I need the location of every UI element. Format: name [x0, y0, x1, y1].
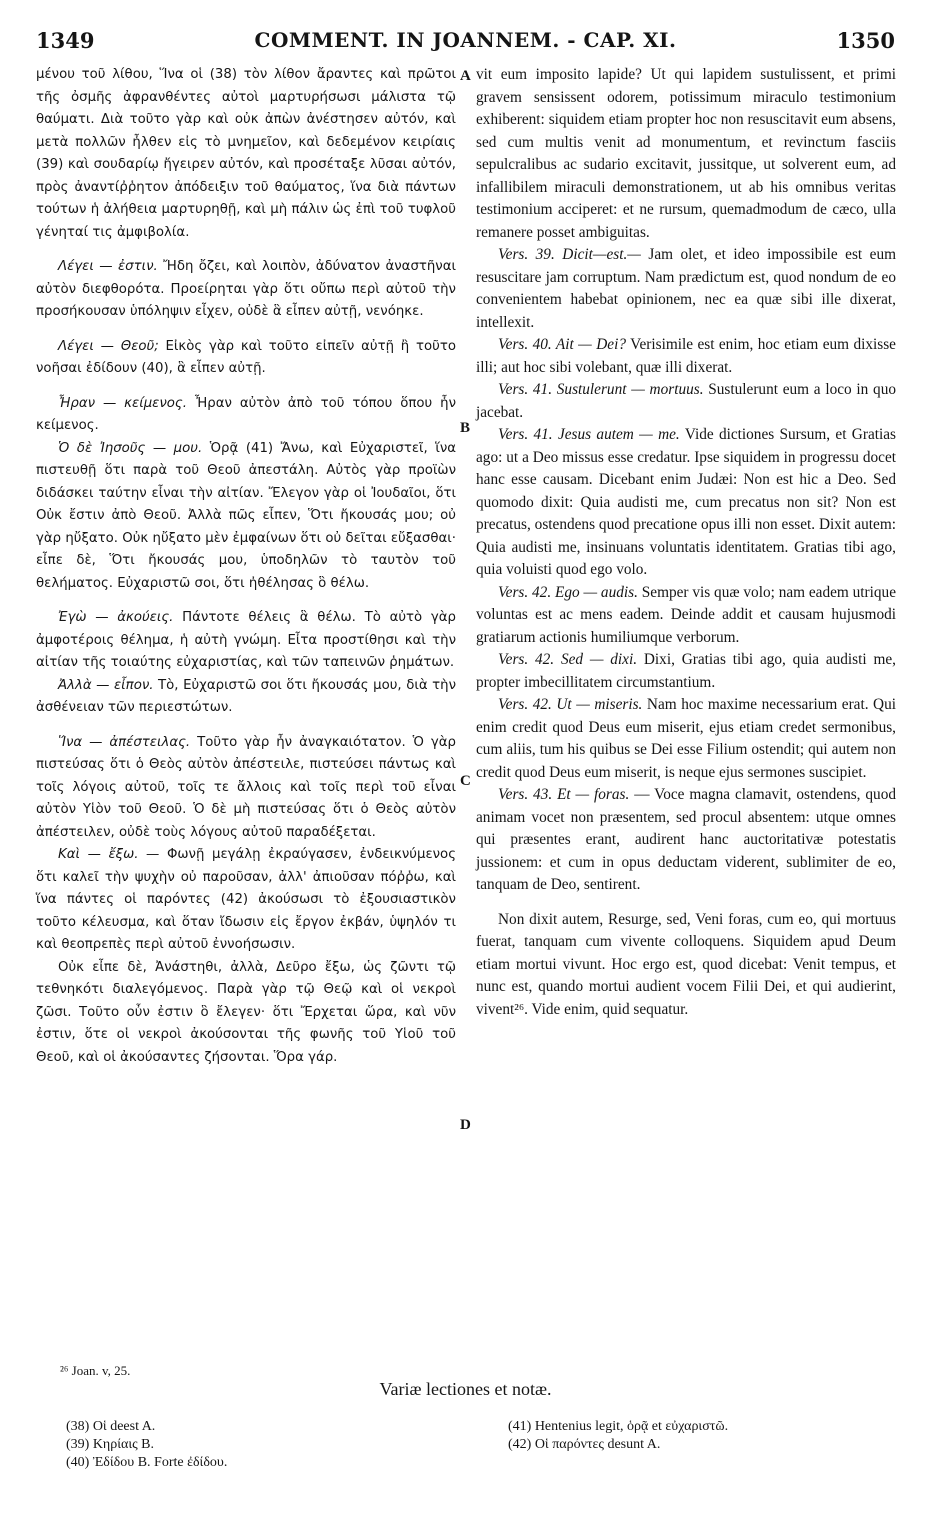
margin-marker-c: C [460, 773, 471, 789]
running-title: COMMENT. IN JOANNEM. - CAP. XI. [254, 28, 677, 52]
greek-paragraph-text: Τὸ, Εὐχαριστῶ σοι ὅτι ἤκουσάς μου, διὰ τὴν ἀσθένειαν τῶν περιεστώτων. [36, 677, 456, 715]
greek-lemma: Λέγει — ἐστιν. [58, 259, 158, 274]
latin-paragraph [476, 424, 896, 582]
latin-lemma: Vers. 39. Dicit—est.— [498, 246, 641, 263]
greek-lemma: Ἀλλὰ — εἶπον. [58, 677, 154, 693]
latin-paragraph [476, 694, 896, 784]
latin-paragraph-text: Non dixit autem, Resurge, sed, Veni foras, cum eo, qui mortuus fuerat, tanquam cum vivente colloquens. Siquidem apud Deum etiam mortui vivunt. Hoc ergo est, quod dicebat: Venit tempus, et nunc est, quando mortui audient vocem Filii Dei, et qui audierint, vivent²⁶. Vide enim, quid sequatur. [476, 910, 896, 1018]
latin-paragraph [476, 909, 896, 1022]
greek-text-column [36, 64, 456, 1069]
greek-paragraph-text: Εἰκὸς γὰρ καὶ τοῦτο εἰπεῖν αὐτῇ ἢ τοῦτο νοῆσαι ἐδίδουν (40), ἃ εἶπεν αὐτῇ. [36, 338, 456, 376]
latin-lemma: Vers. 42. Ut — miseris. [498, 696, 643, 713]
greek-paragraph-text: Τοῦτο γὰρ ἦν ἀναγκαιότατον. Ὁ γὰρ πιστεύσας ὅτι ὁ Θεὸς αὐτὸν ἀπέστειλε, πιστεύσει πάντως καὶ τοῖς λόγοις αὐτοῦ, τοῖς τε ἄλλοις καὶ τοῖς περὶ τοῦ εἶναι αὐτὸν Υἱὸν τοῦ Θεοῦ. Ὁ δὲ μὴ πιστεύσας ὅτι ὁ Θεὸς αὐτὸν ἀπέστειλεν, οὐδὲ τοὺς λόγους αὐτοῦ παραδέξεται. [36, 734, 456, 840]
margin-marker-a: A [460, 68, 471, 84]
latin-lemma: Vers. 42. Sed — dixi. [498, 651, 638, 668]
greek-paragraph [36, 957, 456, 1070]
greek-paragraph-text: — Φωνῇ μεγάλῃ ἐκραύγασεν, ἐνδεικνύμενος ὅτι καλεῖ τὴν ψυχὴν οὐ παροῦσαν, ἀλλ' ἀπιοῦσαν πόῤῥω, καὶ ἵνα πάντες οἱ παρόντες (42) ἀκούσωσι τὸ ἐξουσιαστικὸν τοῦτο κέλευσμα, καὶ ὅταν ἴδωσιν εἰς ἔργον ἐκβάν, ὑψηλόν τι καὶ θεοπρεπὲς περὶ αὐτοῦ ἐννοήσωσιν. [36, 847, 456, 952]
latin-paragraph-text: Nam hoc maxime necessarium erat. Qui enim credit quod Deus eum miserit, ejus etiam credet sermonibus, cum aliis, tum his quibus se Dei esse Filium ostendit; qui autem non credit quod Deus eum miserit, is neque ejus sermones suscipiet. [476, 696, 897, 781]
margin-marker-b: B [460, 420, 471, 436]
latin-paragraph-text: Verisimile est enim, hoc etiam eum dixisse illi; aut hoc sibi volebant, quæ illi dixerat. [476, 336, 896, 376]
latin-paragraph [476, 649, 896, 694]
latin-paragraph-text: Vide dictiones Sursum, et Gratias ago: ut a Deo missus esse credatur. Ipse siquidem in progressu docet hanc esse causam. Dicebant enim Judæi: Non est hic a Deo. Sed quomodo dixit: Quia audisti me, cum precatus non sit? Non est precatus, ostendens quod precatione opus illi non esset. Dixit autem: Quia audisti me, insinuans voluntatis identitatem. Gratias tibi ago, quia voluisti quod ego volo. [476, 426, 896, 578]
latin-paragraph [476, 582, 896, 650]
greek-lemma: Καὶ — ἔξω. [58, 847, 139, 862]
latin-lemma: Vers. 43. Et — foras. [498, 786, 630, 803]
latin-paragraph-text: vit eum imposito lapide? Ut qui lapidem sustulissent, et primi gravem sensissent odorem, potissimum miraculo testimonium exhiberent: siquidem etiam propter hoc non resuscitavit eum absens, sed cum multis venit ad monumentum, et revinctum fasciis sepulcralibus ac sudario excitavit, jussitque, ut solverent eum, ad infallibilem miraculi demonstrationem, ut ab his omnibus veritas testimonium acciperet: et ne rursum, quemadmodum de cæco, ulla remanere posset ambiguitas. [476, 66, 896, 241]
greek-paragraph [36, 393, 456, 438]
greek-paragraph-text: μένου τοῦ λίθου, Ἵνα οἱ (38) τὸν λίθον ἄραντες καὶ πρῶτοι τῆς ὀσμῆς ἀφρανθέντες αὐτοὶ μαρτυρήσωσι μάλιστα τῷ θαύματι. Διὰ τοῦτο γὰρ καὶ οὐκ ἀπὼν ἀνέστησεν αὐτόν, καὶ μετὰ πολλῶν ἦλθεν εἰς τὸ μνημεῖον, καὶ δεδεμένον κειρίαις (39) καὶ σουδαρίῳ ἤγειρεν αὐτόν, καὶ προσέταξε λῦσαι αὐτόν, πρὸς ἀναντίῤῥητον ἀπόδειξιν τοῦ θαύματος, ἵνα διὰ πάντων τούτων ἡ ἀλήθεια μαρτυρηθῇ, καὶ μὴ πάλιν ὡς ἐπὶ τοῦ τυφλοῦ γένηταί τις ἀμφιβολία. [36, 67, 456, 240]
greek-paragraph-text: Ὁρᾷ (41) Ἄνω, καὶ Εὐχαριστεῖ, ἵνα πιστευθῇ ὅτι παρὰ τοῦ Θεοῦ ἀπεστάλη. Αὐτὸς γὰρ προϊὼν διδάσκει ταύτην εἶναι τὴν αἰτίαν. Ἔλεγον γὰρ οἱ Ἰουδαῖοι, ὅτι Οὐκ ἔστιν ἀπὸ Θεοῦ. Ἀλλὰ πῶς εἶπεν, Ὅτι ἤκουσάς μου; οὐ γὰρ ηὔξατο. Οὐκ ηὔξατο μὲν ἐμφαίνων ὅτι οὐ δεῖται εὔξασθαι· εἶπε δὲ, Ὅτι ἤκουσάς μου, ὑποδηλῶν τὸ ταυτὸν τοῦ θελήματος. Εὐχαριστῶ σοι, ὅτι ἠθέλησας ὃ θέλω. [36, 440, 457, 591]
variant-note: (39) Κηρίαις B. [66, 1437, 154, 1452]
latin-lemma: Vers. 42. Ego — audis. [498, 583, 638, 601]
variant-note: (40) Ἐδίδου B. Forte ἐδίδου. [66, 1455, 228, 1470]
latin-paragraph [476, 334, 896, 379]
greek-paragraph-text: Οὐκ εἶπε δὲ, Ἀνάστηθι, ἀλλὰ, Δεῦρο ἔξω, ὡς ζῶντι τῷ τεθνηκότι διαλεγόμενος. Παρὰ γὰρ τῷ Θεῷ καὶ οἱ νεκροὶ ζῶσι. Τοῦτο οὖν ἐστιν ὃ ἔλεγεν· ὅτι Ἔρχεται ὥρα, καὶ νῦν ἐστιν, ὅτε οἱ νεκροὶ ἀκούσονται τῆς φωνῆς τοῦ Υἱοῦ τοῦ Θεοῦ, καὶ οἱ ἀκούσαντες ζήσονται. Ὅρα γάρ. [36, 959, 456, 1065]
greek-paragraph-text: Ἦραν αὐτὸν ἀπὸ τοῦ τόπου ὅπου ἦν κείμενος. [36, 395, 456, 433]
greek-lemma: Λέγει — Θεοῦ; [58, 338, 159, 354]
latin-paragraph-text: Jam olet, et ideo impossibile est eum resuscitare jam corruptum. Nam prædictum est, quod nondum de eo convenientem habebat opinionem, nec ea quæ sibi ille dixerat, intellexit. [476, 246, 897, 331]
variant-note: (41) Hentenius legit, ὁρᾷ et εὐχαριστῶ. [508, 1419, 729, 1434]
page-number-left: 1349 [36, 28, 95, 53]
latin-paragraph-text: — Voce magna clamavit, ostendens, quod animam vocet non præsentem, sed procul absentem: utque omnes qui præsentes erant, audirent hanc auctoritativæ potestatis jussionem: et cum in opus deductam viderent, sublimiter de eo, tanquam de Deo, sentirent. [476, 786, 896, 893]
variants-heading: Variæ lectiones et notæ. [379, 1379, 552, 1399]
latin-paragraph-text: Sustulerunt eum a loco in quo jacebat. [476, 381, 896, 421]
variant-note: (42) Οἱ παρόντες desunt A. [508, 1437, 661, 1452]
running-header [36, 28, 895, 62]
greek-lemma: Ἐγὼ — ἀκούεις. [58, 610, 174, 625]
latin-lemma: Vers. 40. Ait — Dei? [498, 336, 626, 353]
greek-lemma: Ἦραν — κείμενος. [58, 395, 187, 411]
latin-paragraph [476, 784, 896, 897]
greek-paragraph [36, 844, 456, 957]
latin-paragraph [476, 64, 896, 244]
margin-marker-d: D [460, 1117, 471, 1133]
greek-lemma: Ὁ δὲ Ἰησοῦς — μου. [58, 440, 203, 456]
latin-lemma: Vers. 41. Jesus autem — me. [498, 426, 680, 443]
greek-lemma: Ἵνα — ἀπέστειλας. [58, 734, 191, 750]
footnote: ²⁶ Joan. v, 25. [60, 1363, 131, 1378]
latin-paragraph-text: Semper vis quæ volo; nam eadem utrique voluntas est ac mens eadem. Deinde addit et causam hujusmodi gratiarum actionis humiliumque verborum. [476, 583, 896, 646]
greek-paragraph [36, 675, 456, 720]
greek-paragraph [36, 438, 456, 596]
variant-note: (38) Oἱ deest A. [66, 1419, 156, 1434]
latin-paragraph-text: Dixi, Gratias tibi ago, quia audisti me, propter imbecillitatem circumstantium. [476, 651, 896, 691]
greek-paragraph [36, 256, 456, 324]
latin-paragraph [476, 244, 896, 334]
greek-paragraph [36, 607, 456, 675]
latin-text-column [476, 64, 896, 1021]
greek-paragraph-text: Πάντοτε θέλεις ἃ θέλω. Τὸ αὐτὸ γὰρ ἀμφοτέροις θέλημα, ἡ αὐτὴ γνώμη. Εἶτα προστίθησι καὶ τὴν αἰτίαν τῆς τοιαύτης εὐχαριστίας, καὶ τῶν ταπεινῶν ῥημάτων. [36, 610, 456, 670]
page-number-right: 1350 [836, 28, 895, 53]
greek-paragraph [36, 732, 456, 845]
variants-right-column [508, 1418, 888, 1454]
latin-lemma: Vers. 41. Sustulerunt — mortuus. [498, 381, 704, 398]
latin-paragraph [476, 379, 896, 424]
greek-paragraph [36, 64, 456, 244]
greek-paragraph [36, 336, 456, 381]
greek-paragraph-text: Ἤδη ὄζει, καὶ λοιπὸν, ἀδύνατον ἀναστῆναι αὐτὸν διεφθορότα. Προείρηται γὰρ ὅτι οὔπω περὶ αὐτοῦ τὴν προσήκουσαν ὑπόληψιν εἶχεν, οὐδὲ ἃ εἶπεν αὐτῇ, νενόηκε. [36, 259, 456, 319]
variants-left-column [66, 1418, 466, 1472]
